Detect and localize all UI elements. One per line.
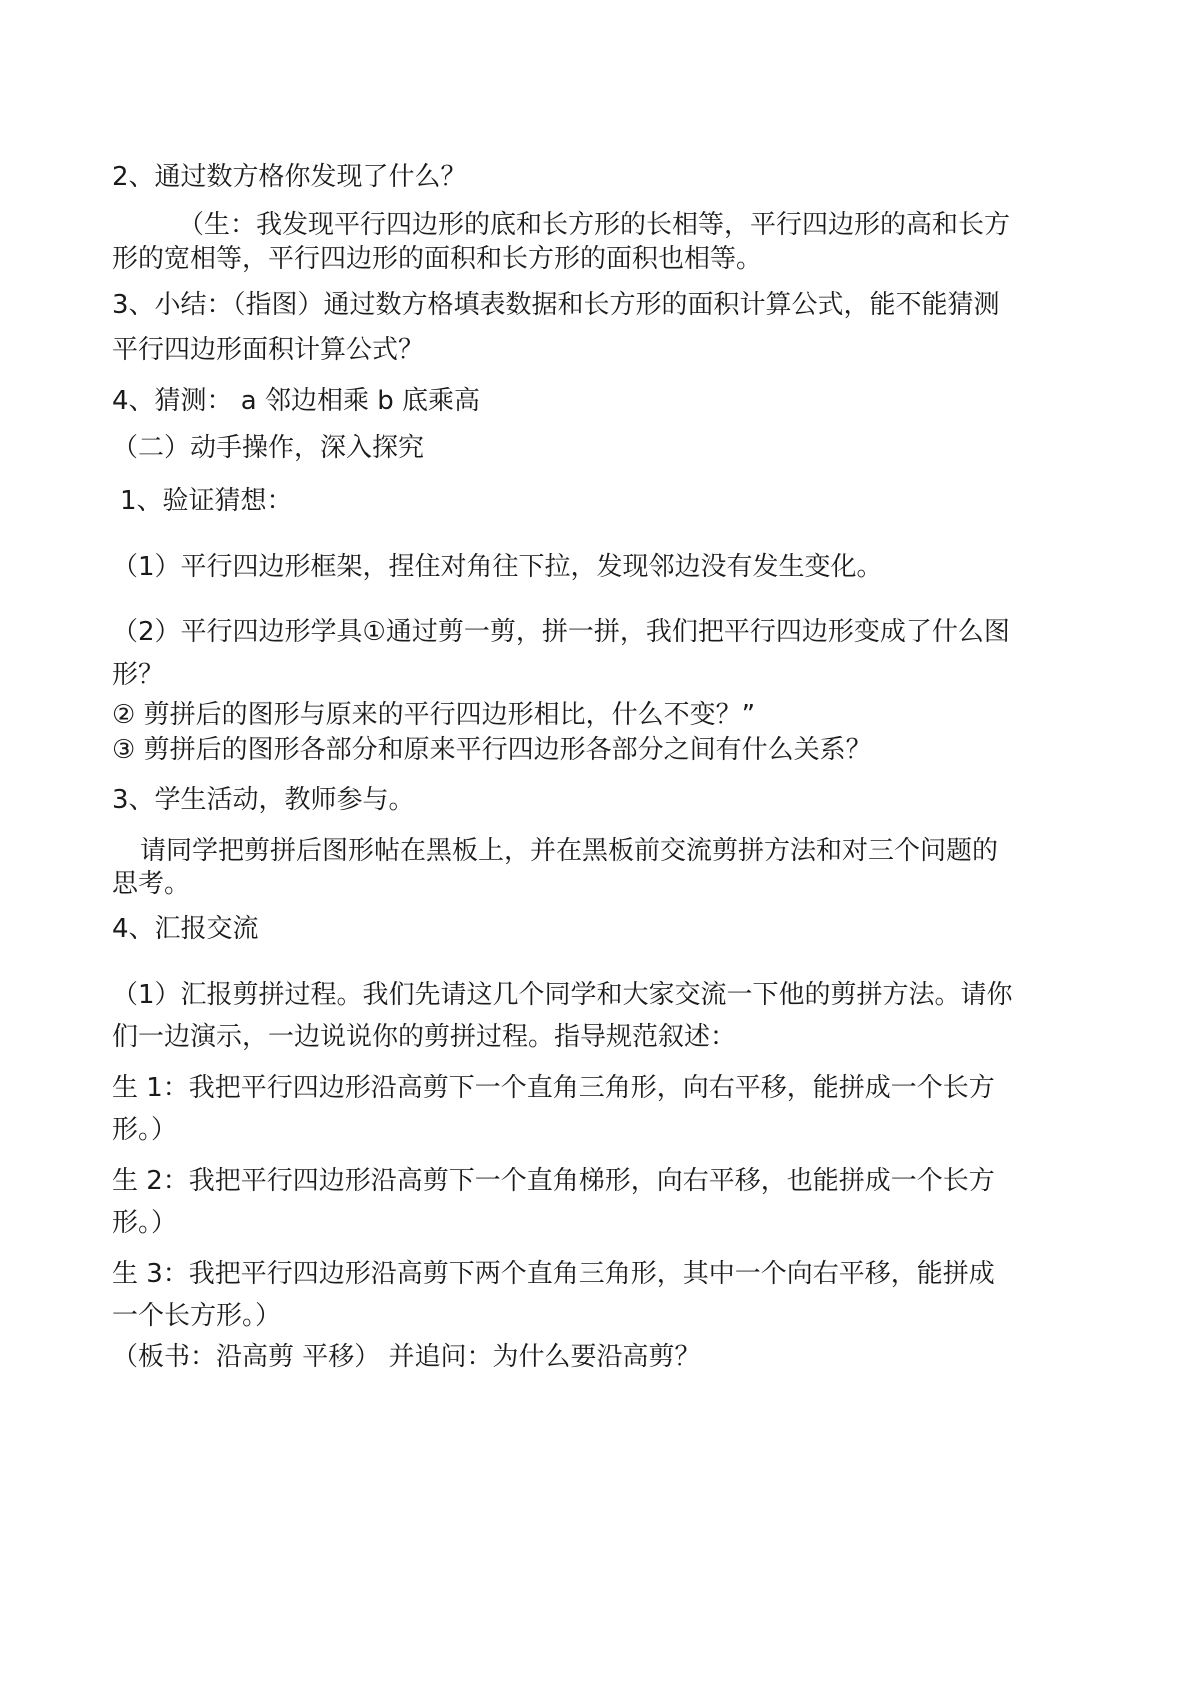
- text-line: （生：我发现平行四边形的底和长方形的长相等，平行四边形的高和长方: [178, 210, 1011, 240]
- text-line: 思考。: [112, 869, 191, 899]
- text-line: 一个长方形。）: [112, 1301, 282, 1331]
- text-line: 形。）: [112, 1115, 178, 1145]
- text-line: 请同学把剪拼后图形帖在黑板上，并在黑板前交流剪拼方法和对三个问题的: [140, 836, 999, 866]
- text-line: 形？: [112, 660, 165, 690]
- text-line: 2、通过数方格你发现了什么？: [112, 162, 467, 192]
- text-line: 形的宽相等，平行四边形的面积和长方形的面积也相等。: [112, 244, 763, 274]
- text-line: ② 剪拼后的图形与原来的平行四边形相比，什么不变？”: [112, 700, 756, 730]
- text-line: ③ 剪拼后的图形各部分和原来平行四边形各部分之间有什么关系？: [112, 735, 872, 765]
- text-line: 4、汇报交流: [112, 914, 259, 944]
- text-line: （2）平行四边形学具①通过剪一剪，拼一拼，我们把平行四边形变成了什么图: [112, 617, 1010, 647]
- text-line: 4、猜测： a 邻边相乘 b 底乘高: [112, 386, 481, 416]
- text-line: 平行四边形面积计算公式？: [112, 335, 425, 365]
- text-line: 生 2：我把平行四边形沿高剪下一个直角梯形，向右平移，也能拼成一个长方: [112, 1166, 995, 1196]
- text-line: 1、验证猜想：: [120, 486, 293, 516]
- text-line: 们一边演示，一边说说你的剪拼过程。指导规范叙述：: [112, 1022, 737, 1052]
- text-line: （1）平行四边形框架，捏住对角往下拉，发现邻边没有发生变化。: [112, 552, 883, 582]
- text-line: 生 3：我把平行四边形沿高剪下两个直角三角形，其中一个向右平移，能拼成: [112, 1259, 995, 1289]
- text-line: 3、小结：（指图）通过数方格填表数据和长方形的面积计算公式，能不能猜测: [112, 290, 1000, 320]
- text-line: 生 1：我把平行四边形沿高剪下一个直角三角形，向右平移，能拼成一个长方: [112, 1073, 995, 1103]
- text-line: （板书：沿高剪 平移） 并追问：为什么要沿高剪？: [112, 1342, 701, 1372]
- text-line: 形。）: [112, 1208, 178, 1238]
- text-line: 3、学生活动，教师参与。: [112, 785, 415, 815]
- text-line: （二）动手操作，深入探究: [112, 433, 425, 463]
- text-line: （1）汇报剪拼过程。我们先请这几个同学和大家交流一下他的剪拼方法。请你: [112, 980, 1013, 1010]
